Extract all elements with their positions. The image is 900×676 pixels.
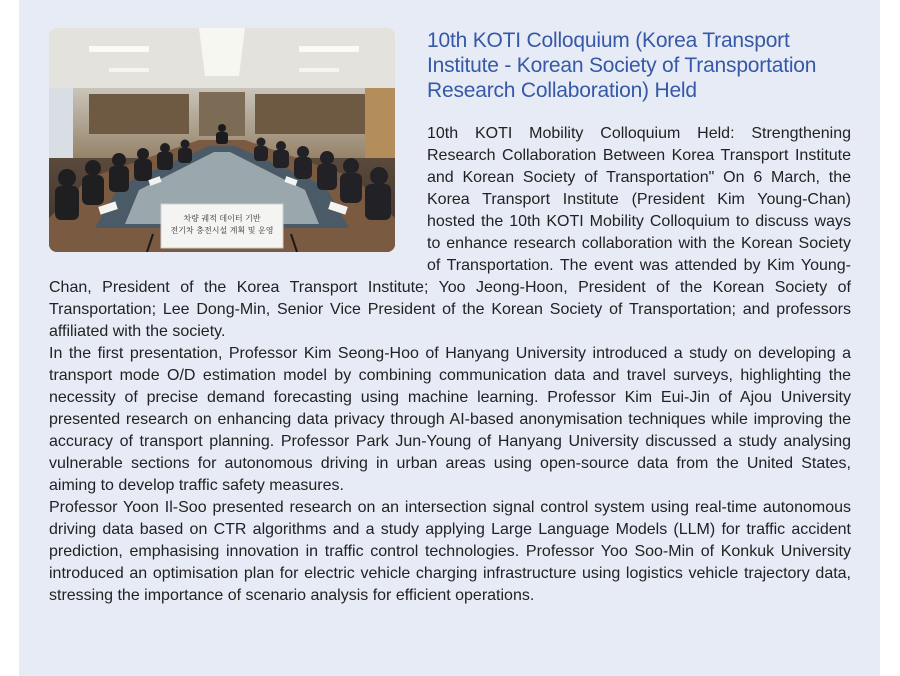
article-paragraph-2: In the first presentation, Professor Kim Seong-Hoo of Hanyang University introduced a study on developing a transport mode O/D estimation model by combining communication data and travel surveys, highlighting the necessity of precise demand forecasting using machine learning. Professor Kim Eui-Jin of Ajou University presented research on enhancing data privacy through AI-based anonymisation techniques while improving the accuracy of transport planning. Professor Park Jun-Young of Hanyang University discussed a study analysing vulnerable sections for autonomous driving in urban areas using open-source data from the United States, aiming to develop traffic safety measures.	[49, 345, 851, 494]
colloquium-photo	[49, 28, 395, 252]
article-paragraph-1: 10th KOTI Mobility Colloquium Held: Strengthening Research Collaboration Between Korea Transport Institute and Korean Society of Transportation" On 6 March, the Korea Transport Institute (President Kim Young-Chan) hosted the 10th KOTI Mobility Colloquium to discuss ways to enhance research collaboration with the Korean Society of Transportation. The event was attended by Kim Young-Chan, President of the Korea Transport Institute; Yoo Jeong-Hoon, President of the Korean Society of Transportation; Lee Dong-Min, Senior Vice President of the Korean Society of Transportation; and professors affiliated with the society.	[49, 125, 851, 340]
article-title: 10th KOTI Colloquium (Korea Transport Institute - Korean Society of Transportation Research Collaboration) Held	[427, 29, 817, 102]
content-panel	[19, 0, 880, 676]
news-article	[49, 28, 851, 607]
banner-text-line1: 차량 궤적 데이터 기반	[183, 214, 261, 223]
banner-text-line2: 전기차 충전시설 계획 및 운영	[170, 226, 274, 235]
article-paragraph-3: Professor Yoon Il-Soo presented research on an intersection signal control system using real-time autonomous driving data based on CTR algorithms and a study applying Large Language Models (LLM) for traffic accident prediction, emphasising innovation in traffic control technologies. Professor Yoo Soo-Min of Konkuk University introduced an optimisation plan for electric vehicle charging infrastructure using logistics vehicle trajectory data, stressing the importance of scenario analysis for efficient operations.	[49, 499, 851, 604]
